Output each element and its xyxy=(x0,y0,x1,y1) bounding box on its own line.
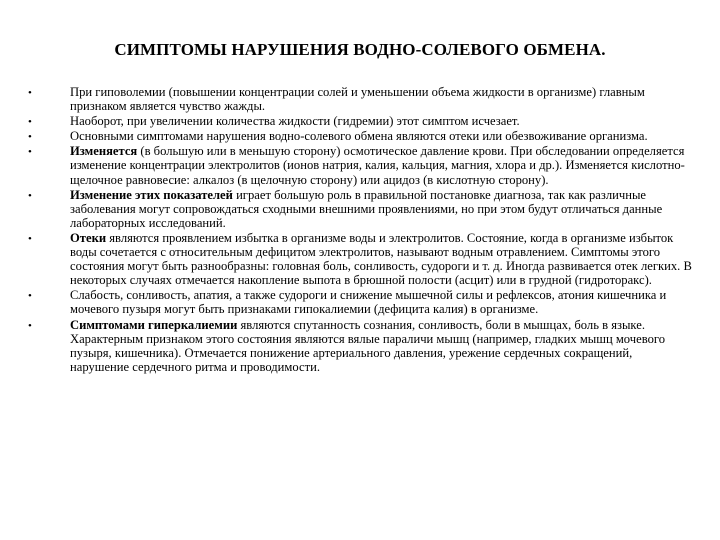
bullet-body-text: (в большую или в меньшую сторону) осмотическое давление крови. При обследовании определяется изменение концентрации электролитов (ионов натрия, калия, кальция, магния, хлора и др.). Изменяется кислотно-щелочное равновесие: алкалоз (в щелочную сторону) или ацидоз (в кислотную сторону). xyxy=(70,144,685,187)
bullet-item xyxy=(28,231,693,287)
bullet-item xyxy=(28,129,693,143)
bullet-text xyxy=(70,129,648,143)
bullet-dot-icon: • xyxy=(28,116,32,129)
bullet-bold-text: Изменяется xyxy=(70,144,138,159)
bullet-text xyxy=(70,188,662,230)
bullet-body-text: Наоборот, при увеличении количества жидкости (гидремии) этот симптом исчезает. xyxy=(70,114,520,129)
bullet-body-text: играет большую роль в правильной постановке диагноза, так как различные заболевания могут сопровождаться сходными внешними проявлениями, но при этом будут отличаться данные лабораторных исследований. xyxy=(70,187,663,230)
bullet-body-text: являются спутанность сознания, сонливость, боли в мышцах, боль в языке. Характерным признаком этого состояния являются вялые параличи мышц (например, гладких мышц мочевого пузыря, кишечника). Отмечается понижение артериального давления, урежение сердечных сокращений, нарушение сердечного ритма и проводимости. xyxy=(70,317,666,374)
bullet-bold-text: Изменение этих показателей xyxy=(70,187,233,202)
bullet-dot-icon: • xyxy=(28,189,32,202)
bullet-text xyxy=(70,114,520,128)
bullet-item xyxy=(28,318,693,374)
bullet-dot-icon: • xyxy=(28,319,32,332)
bullet-text xyxy=(70,85,645,113)
bullet-body-text: При гиповолемии (повышении концентрации солей и уменьшении объема жидкости в организме) главным признаком является чувство жажды. xyxy=(70,85,645,114)
bullet-item xyxy=(28,144,693,186)
bullet-text xyxy=(70,318,665,374)
bullet-item xyxy=(28,288,693,316)
bullet-text xyxy=(70,144,685,186)
bullet-body-text: Основными симптомами нарушения водно-солевого обмена являются отеки или обезвоживание организма. xyxy=(70,129,648,144)
bullet-bold-text: Симптомами гиперкалиемии xyxy=(70,317,238,332)
bullet-dot-icon: • xyxy=(28,131,32,144)
bullet-item xyxy=(28,188,693,230)
bullet-dot-icon: • xyxy=(28,290,32,303)
bullet-text xyxy=(70,231,692,287)
bullet-body-text: являются проявлением избытка в организме воды и электролитов. Состояние, когда в организме избыток воды сочетается с относительным дефицитом электролитов, называют водным отравлением. Симптомы этого состояния могут быть разнообразны: головная боль, сонливость, судороги и т. д. Иногда развивается отек легких. В некоторых случаях отмечается накопление выпота в брюшной полости (асцит) или в грудной (гидроторакс). xyxy=(70,230,692,288)
bullet-text xyxy=(70,288,666,316)
bullet-bold-text: Отеки xyxy=(70,230,107,245)
bullet-dot-icon: • xyxy=(28,87,32,99)
slide-title: СИМПТОМЫ НАРУШЕНИЯ ВОДНО-СОЛЕВОГО ОБМЕНА. xyxy=(114,40,606,59)
bullet-item xyxy=(28,114,693,128)
bullet-body-text: Слабость, сонливость, апатия, а также судороги и снижение мышечной силы и рефлексов, атония кишечника и мочевого пузыря могут быть признаками гипокалиемии (дефицита калия) в организме. xyxy=(70,288,667,317)
bullet-item xyxy=(28,85,693,113)
bullet-list xyxy=(28,85,693,375)
bullet-dot-icon: • xyxy=(28,146,32,159)
bullet-dot-icon: • xyxy=(28,232,32,245)
